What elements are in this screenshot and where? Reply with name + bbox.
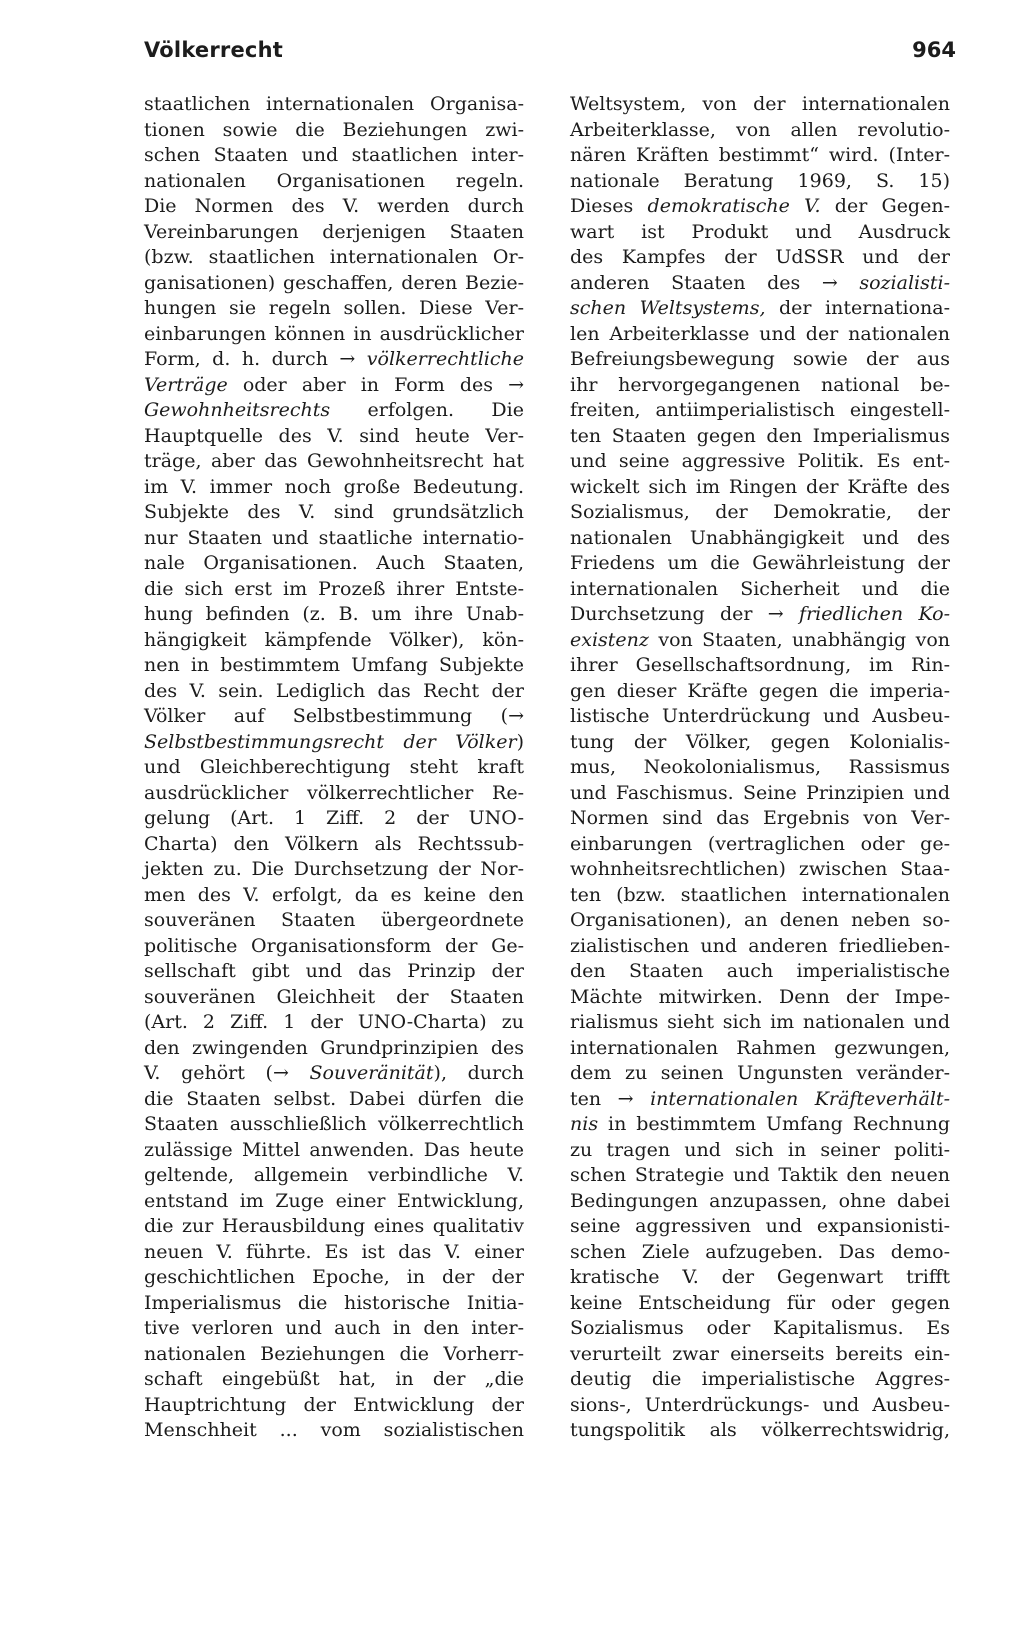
text-run: tionen sowie die Beziehungen zwi- bbox=[144, 118, 524, 141]
text-line bbox=[144, 908, 524, 934]
text-run: entstand im Zuge einer Entwicklung, bbox=[144, 1189, 524, 1212]
text-line bbox=[570, 1342, 950, 1368]
text-line bbox=[144, 1240, 524, 1266]
text-line bbox=[570, 398, 950, 424]
text-run: von Staaten, unabhängig von bbox=[648, 628, 950, 651]
text-line bbox=[144, 92, 524, 118]
text-line bbox=[570, 271, 950, 297]
text-run: sellschaft gibt und das Prinzip der bbox=[144, 960, 524, 982]
text-line bbox=[570, 1112, 950, 1138]
text-line bbox=[144, 526, 524, 552]
text-run: ten (bzw. staatlichen internationalen bbox=[570, 883, 950, 906]
text-line bbox=[570, 475, 950, 501]
text-run: internationalen Sicherheit und die bbox=[570, 577, 950, 600]
text-line bbox=[144, 1418, 524, 1444]
text-run: ) bbox=[516, 730, 524, 753]
text-line bbox=[144, 1138, 524, 1164]
italic-term: Verträge bbox=[144, 373, 228, 396]
text-line bbox=[570, 653, 950, 679]
text-line bbox=[144, 169, 524, 195]
text-line bbox=[144, 296, 524, 322]
italic-term: Souveränität bbox=[309, 1062, 434, 1084]
text-line bbox=[144, 1163, 524, 1189]
text-line bbox=[570, 92, 950, 118]
text-run: nationalen Unabhängigkeit und des bbox=[570, 526, 950, 549]
text-run: Arbeiterklasse, von allen revolutio- bbox=[570, 118, 950, 141]
text-line bbox=[570, 1163, 950, 1189]
text-run: jekten zu. Die Durchsetzung der Nor- bbox=[144, 858, 524, 880]
text-line bbox=[570, 1189, 950, 1215]
text-line bbox=[570, 1240, 950, 1266]
text-line bbox=[570, 1010, 950, 1036]
text-line bbox=[144, 628, 524, 654]
text-run: der Gegen- bbox=[820, 195, 950, 217]
text-run: (Art. 2 Ziff. 1 der UNO-Charta) zu bbox=[144, 1011, 524, 1033]
text-line bbox=[570, 526, 950, 552]
italic-term: sozialisti- bbox=[859, 271, 950, 294]
right-column bbox=[570, 92, 950, 1444]
text-run: Völker auf Selbstbestimmung (→ bbox=[144, 705, 524, 727]
text-line bbox=[570, 296, 950, 322]
text-line bbox=[144, 781, 524, 807]
text-line bbox=[570, 628, 950, 654]
text-run: und Gleichberechtigung steht kraft bbox=[144, 756, 524, 778]
italic-term: Selbstbestimmungsrecht der Völker bbox=[144, 730, 517, 753]
italic-term: nis bbox=[570, 1113, 599, 1135]
text-run: wohnheitsrechtlichen) zwischen Staa- bbox=[570, 858, 950, 880]
text-run: einbarungen können in ausdrücklicher bbox=[144, 322, 524, 345]
text-run: träge, aber das Gewohnheitsrecht hat bbox=[144, 450, 524, 472]
text-line bbox=[570, 500, 950, 526]
text-run: seine aggressiven und expansionisti- bbox=[570, 1215, 950, 1237]
italic-term: völkerrechtliche bbox=[366, 348, 524, 370]
text-run: men des V. erfolgt, da es keine den bbox=[144, 883, 524, 906]
text-run: nale Organisationen. Auch Staaten, bbox=[144, 552, 524, 574]
text-run: Form, d. h. durch → bbox=[144, 348, 367, 370]
text-run: nationale Beratung 1969, S. 15) bbox=[570, 169, 950, 192]
text-line bbox=[144, 1214, 524, 1240]
text-run: hängigkeit kämpfende Völker), kön- bbox=[144, 628, 524, 651]
italic-term: schen Weltsystems, bbox=[570, 297, 766, 319]
italic-term: Gewohnheitsrechts bbox=[144, 399, 331, 421]
text-line bbox=[570, 1316, 950, 1342]
page-number: 964 bbox=[912, 38, 956, 62]
text-line bbox=[144, 449, 524, 475]
text-run: souveränen Staaten übergeordnete bbox=[144, 909, 524, 931]
text-line bbox=[144, 475, 524, 501]
text-run: geschichtlichen Epoche, in der der bbox=[144, 1266, 524, 1288]
text-run: rialismus sieht sich im nationalen und bbox=[570, 1011, 950, 1033]
text-line bbox=[570, 1265, 950, 1291]
text-line bbox=[570, 1418, 950, 1444]
text-run: dem zu seinen Ungunsten veränder- bbox=[570, 1062, 950, 1084]
text-run: nen in bestimmtem Umfang Subjekte bbox=[144, 654, 524, 676]
text-line bbox=[144, 755, 524, 781]
text-run: Imperialismus die historische Initia- bbox=[144, 1291, 524, 1314]
text-line bbox=[144, 959, 524, 985]
text-line bbox=[570, 1367, 950, 1393]
text-line bbox=[144, 704, 524, 730]
text-line bbox=[570, 985, 950, 1011]
text-line bbox=[570, 1061, 950, 1087]
text-run: hung befinden (z. B. um ihre Unab- bbox=[144, 603, 524, 625]
text-run: souveränen Gleichheit der Staaten bbox=[144, 985, 524, 1008]
text-run: Bedingungen anzupassen, ohne dabei bbox=[570, 1189, 950, 1212]
text-run: internationalen Rahmen gezwungen, bbox=[570, 1036, 950, 1059]
text-line bbox=[144, 373, 524, 399]
text-line bbox=[570, 883, 950, 909]
text-line bbox=[570, 118, 950, 144]
text-line bbox=[570, 959, 950, 985]
text-run: zu tragen und sich in seiner politi- bbox=[570, 1138, 950, 1161]
text-line bbox=[570, 551, 950, 577]
text-line bbox=[570, 1393, 950, 1419]
text-run: ten Staaten gegen den Imperialismus bbox=[570, 424, 950, 447]
text-run: V. gehört (→ bbox=[144, 1062, 310, 1084]
text-line bbox=[144, 1061, 524, 1087]
text-run: ihr hervorgegangenen national be- bbox=[570, 373, 950, 396]
text-run: gelung (Art. 1 Ziff. 2 der UNO- bbox=[144, 807, 524, 829]
text-run: anderen Staaten des → bbox=[570, 271, 860, 294]
text-line bbox=[144, 551, 524, 577]
text-line bbox=[570, 373, 950, 399]
text-line bbox=[570, 857, 950, 883]
text-run: schen Staaten und staatlichen inter- bbox=[144, 144, 524, 166]
text-run: deutig die imperialistische Aggres- bbox=[570, 1368, 950, 1390]
text-line bbox=[144, 1010, 524, 1036]
text-line bbox=[570, 1036, 950, 1062]
text-line bbox=[144, 602, 524, 628]
text-run: den Staaten auch imperialistische bbox=[570, 960, 950, 982]
text-line bbox=[144, 322, 524, 348]
text-line bbox=[570, 1214, 950, 1240]
text-run: politische Organisationsform der Ge- bbox=[144, 934, 524, 957]
text-run: len Arbeiterklasse und der nationalen bbox=[570, 322, 950, 345]
text-run: staatlichen internationalen Organisa- bbox=[144, 93, 524, 115]
text-line bbox=[570, 194, 950, 220]
text-line bbox=[144, 220, 524, 246]
text-line bbox=[144, 1316, 524, 1342]
text-run: tung der Völker, gegen Kolonialis- bbox=[570, 730, 950, 753]
text-line bbox=[570, 169, 950, 195]
text-run: Subjekte des V. sind grundsätzlich bbox=[144, 501, 524, 523]
text-run: der internationa- bbox=[765, 297, 951, 319]
text-run: mus, Neokolonialismus, Rassismus bbox=[570, 756, 950, 778]
text-line bbox=[570, 245, 950, 271]
text-run: im V. immer noch große Bedeutung. bbox=[144, 475, 524, 498]
text-run: verurteilt zwar einerseits bereits ein- bbox=[570, 1342, 950, 1365]
text-run: Hauptquelle des V. sind heute Ver- bbox=[144, 424, 524, 447]
text-run: schen Ziele aufzugeben. Das demo- bbox=[570, 1240, 950, 1263]
text-run: keine Entscheidung für oder gegen bbox=[570, 1291, 950, 1314]
text-run: nur Staaten und staatliche internatio- bbox=[144, 526, 524, 549]
text-line bbox=[144, 1393, 524, 1419]
text-line bbox=[144, 653, 524, 679]
text-line bbox=[144, 1342, 524, 1368]
text-run: kratische V. der Gegenwart trifft bbox=[570, 1266, 950, 1288]
text-run: tive verloren und auch in den inter- bbox=[144, 1317, 524, 1339]
text-line bbox=[570, 347, 950, 373]
text-line bbox=[570, 1291, 950, 1317]
text-run: Weltsystem, von der internationalen bbox=[570, 93, 950, 115]
text-line bbox=[570, 322, 950, 348]
text-run: Dieses bbox=[570, 195, 648, 217]
text-run: des V. sein. Lediglich das Recht der bbox=[144, 679, 524, 702]
left-column bbox=[144, 92, 524, 1444]
text-run: Organisationen), an denen neben so- bbox=[570, 909, 950, 931]
text-run: in bestimmtem Umfang Rechnung bbox=[598, 1113, 950, 1135]
text-line bbox=[144, 985, 524, 1011]
text-line bbox=[144, 118, 524, 144]
text-run: den zwingenden Grundprinzipien des bbox=[144, 1036, 524, 1059]
text-line bbox=[144, 730, 524, 756]
text-run: Charta) den Völkern als Rechtssub- bbox=[144, 832, 524, 855]
text-run: neuen V. führte. Es ist das V. einer bbox=[144, 1240, 524, 1263]
text-line bbox=[144, 1036, 524, 1062]
italic-term: demokratische V. bbox=[647, 195, 821, 217]
text-line bbox=[570, 755, 950, 781]
text-run: wart ist Produkt und Ausdruck bbox=[570, 220, 950, 243]
text-run: zulässige Mittel anwenden. Das heute bbox=[144, 1138, 524, 1161]
text-run: geltende, allgemein verbindliche V. bbox=[144, 1164, 524, 1186]
text-run: ganisationen) geschaffen, deren Bezie- bbox=[144, 271, 524, 294]
text-line bbox=[144, 424, 524, 450]
text-line bbox=[144, 1291, 524, 1317]
text-line bbox=[570, 143, 950, 169]
text-run: Mächte mitwirken. Denn der Impe- bbox=[570, 985, 950, 1008]
text-run: nationalen Beziehungen die Vorherr- bbox=[144, 1342, 524, 1365]
text-line bbox=[144, 577, 524, 603]
text-run: und Faschismus. Seine Prinzipien und bbox=[570, 781, 950, 804]
text-line bbox=[570, 424, 950, 450]
text-line bbox=[570, 704, 950, 730]
text-run: einbarungen (vertraglichen oder ge- bbox=[570, 832, 950, 855]
text-line bbox=[144, 1367, 524, 1393]
text-run: ), durch bbox=[433, 1062, 524, 1084]
text-line bbox=[570, 449, 950, 475]
text-run: und seine aggressive Politik. Es ent- bbox=[570, 450, 950, 472]
text-line bbox=[144, 271, 524, 297]
text-line bbox=[144, 806, 524, 832]
text-run: sions-, Unterdrückungs- und Ausbeu- bbox=[570, 1393, 950, 1416]
text-run: freiten, antiimperialistisch eingestell- bbox=[570, 399, 950, 421]
text-line bbox=[570, 806, 950, 832]
text-line bbox=[144, 832, 524, 858]
text-line bbox=[570, 832, 950, 858]
text-run: nationalen Organisationen regeln. bbox=[144, 169, 524, 192]
text-run: Sozialismus oder Kapitalismus. Es bbox=[570, 1317, 950, 1339]
text-run: Sozialismus, der Demokratie, der bbox=[570, 501, 950, 523]
text-line bbox=[144, 883, 524, 909]
text-line bbox=[570, 577, 950, 603]
text-line bbox=[144, 194, 524, 220]
text-run: ten → bbox=[570, 1087, 651, 1110]
text-line bbox=[144, 1265, 524, 1291]
text-line bbox=[144, 245, 524, 271]
text-run: ihrer Gesellschaftsordnung, im Rin- bbox=[570, 654, 950, 676]
text-line bbox=[570, 781, 950, 807]
text-line bbox=[570, 908, 950, 934]
text-line bbox=[144, 1112, 524, 1138]
italic-term: existenz bbox=[570, 628, 649, 651]
text-run: schen Strategie und Taktik den neuen bbox=[570, 1164, 950, 1186]
text-line bbox=[570, 934, 950, 960]
text-run: Befreiungsbewegung sowie der aus bbox=[570, 348, 950, 370]
running-head: Völkerrecht bbox=[144, 38, 283, 62]
text-run: ausdrücklicher völkerrechtlicher Re- bbox=[144, 781, 524, 804]
text-run: listische Unterdrückung und Ausbeu- bbox=[570, 705, 950, 727]
text-run: die zur Herausbildung eines qualitativ bbox=[144, 1215, 524, 1237]
italic-term: internationalen Kräfteverhält- bbox=[650, 1087, 950, 1110]
text-run: Die Normen des V. werden durch bbox=[144, 195, 524, 217]
text-run: Staaten ausschließlich völkerrechtlich bbox=[144, 1113, 524, 1135]
text-line bbox=[570, 220, 950, 246]
text-line bbox=[144, 500, 524, 526]
text-run: Menschheit ... vom sozialistischen bbox=[144, 1419, 524, 1441]
text-run: des Kampfes der UdSSR und der bbox=[570, 246, 950, 268]
text-run: schaft eingebüßt hat, in der „die bbox=[144, 1368, 524, 1390]
text-line bbox=[144, 398, 524, 424]
text-line bbox=[570, 602, 950, 628]
text-line bbox=[570, 730, 950, 756]
text-line bbox=[144, 1189, 524, 1215]
text-run: Normen sind das Ergebnis von Ver- bbox=[570, 807, 950, 829]
text-run: die Staaten selbst. Dabei dürfen die bbox=[144, 1087, 524, 1110]
text-run: Friedens um die Gewährleistung der bbox=[570, 552, 950, 574]
text-line bbox=[144, 1087, 524, 1113]
text-run: erfolgen. Die bbox=[330, 399, 524, 421]
text-line bbox=[570, 1138, 950, 1164]
text-run: Vereinbarungen derjenigen Staaten bbox=[144, 220, 524, 243]
text-line bbox=[570, 679, 950, 705]
text-line bbox=[144, 347, 524, 373]
text-line bbox=[144, 143, 524, 169]
text-run: nären Kräften bestimmt“ wird. (Inter- bbox=[570, 144, 950, 166]
text-run: hungen sie regeln sollen. Diese Ver- bbox=[144, 297, 524, 319]
text-line bbox=[144, 857, 524, 883]
text-run: Durchsetzung der → bbox=[570, 603, 800, 625]
text-run: oder aber in Form des → bbox=[227, 373, 524, 396]
text-run: Hauptrichtung der Entwicklung der bbox=[144, 1393, 524, 1416]
text-line bbox=[570, 1087, 950, 1113]
text-run: tungspolitik als völkerrechtswidrig, bbox=[570, 1419, 950, 1441]
italic-term: friedlichen Ko- bbox=[799, 603, 950, 625]
text-run: wickelt sich im Ringen der Kräfte des bbox=[570, 475, 950, 498]
text-run: (bzw. staatlichen internationalen Or- bbox=[144, 246, 524, 268]
text-line bbox=[144, 934, 524, 960]
text-line bbox=[144, 679, 524, 705]
text-run: die sich erst im Prozeß ihrer Entste- bbox=[144, 577, 524, 600]
text-run: zialistischen und anderen friedlieben- bbox=[570, 934, 950, 957]
text-run: gen dieser Kräfte gegen die imperia- bbox=[570, 679, 950, 702]
